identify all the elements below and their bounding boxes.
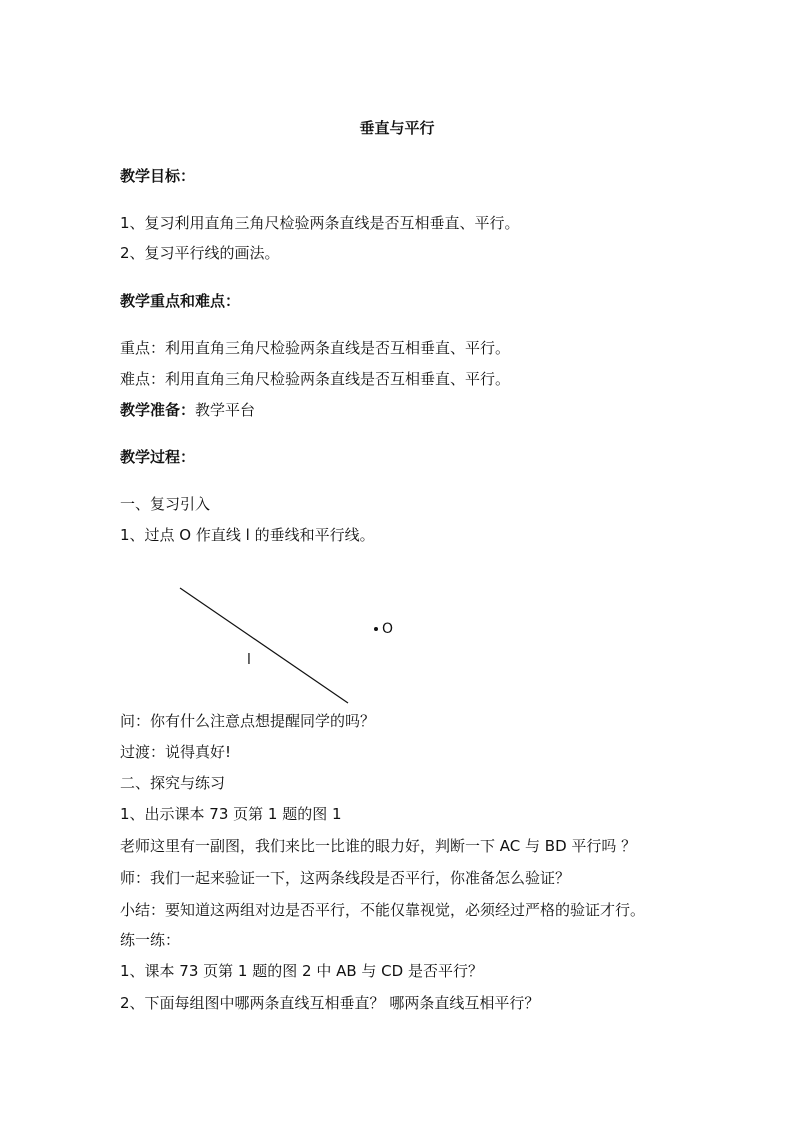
geometry-figure (120, 570, 440, 715)
part1-task: 1、过点 O 作直线 l 的垂线和平行线。 (120, 526, 375, 544)
page-title: 垂直与平行 (359, 119, 435, 137)
transition-line: 过渡：说得真好! (120, 743, 232, 761)
practice-item-2: 2、下面每组图中哪两条直线互相垂直？ 哪两条直线互相平行？ (120, 994, 540, 1012)
goal-item-1: 1、复习利用直角三角尺检验两条直线是否互相垂直、平行。 (120, 214, 520, 232)
teacher-line-2: 师：我们一起来验证一下，这两条线段是否平行，你准备怎么验证？ (120, 869, 571, 887)
point-o-dot (374, 627, 378, 631)
figure-canvas (120, 570, 440, 715)
difficult-point: 难点：利用直角三角尺检验两条直线是否互相垂直、平行。 (120, 370, 511, 388)
practice-item-1: 1、课本 73 页第 1 题的图 2 中 AB 与 CD 是否平行？ (120, 962, 483, 980)
prep-heading: 教学准备： (120, 401, 196, 419)
goals-heading: 教学目标： (120, 167, 196, 185)
practice-heading: 练一练： (120, 931, 181, 949)
line-l (180, 588, 348, 703)
part1-title: 一、复习引入 (120, 495, 211, 513)
question-line: 问：你有什么注意点想提醒同学的吗？ (120, 712, 376, 730)
summary-line: 小结：要知道这两组对边是否平行，不能仅靠视觉，必须经过严格的验证才行。 (120, 901, 646, 919)
line-l-label: l (247, 652, 251, 668)
key-point: 重点：利用直角三角尺检验两条直线是否互相垂直、平行。 (120, 339, 511, 357)
part2-item-1: 1、出示课本 73 页第 1 题的图 1 (120, 805, 342, 823)
process-heading: 教学过程： (120, 448, 196, 466)
point-o-label: O (382, 621, 394, 637)
teacher-line-1: 老师这里有一副图，我们来比一比谁的眼力好，判断一下 AC 与 BD 平行吗 ？ (120, 837, 637, 855)
prep-line (120, 400, 255, 420)
goal-item-2: 2、复习平行线的画法。 (120, 244, 280, 262)
key-points-heading: 教学重点和难点： (120, 292, 241, 310)
prep-value: 教学平台 (195, 401, 256, 419)
part2-title: 二、探究与练习 (120, 774, 226, 792)
